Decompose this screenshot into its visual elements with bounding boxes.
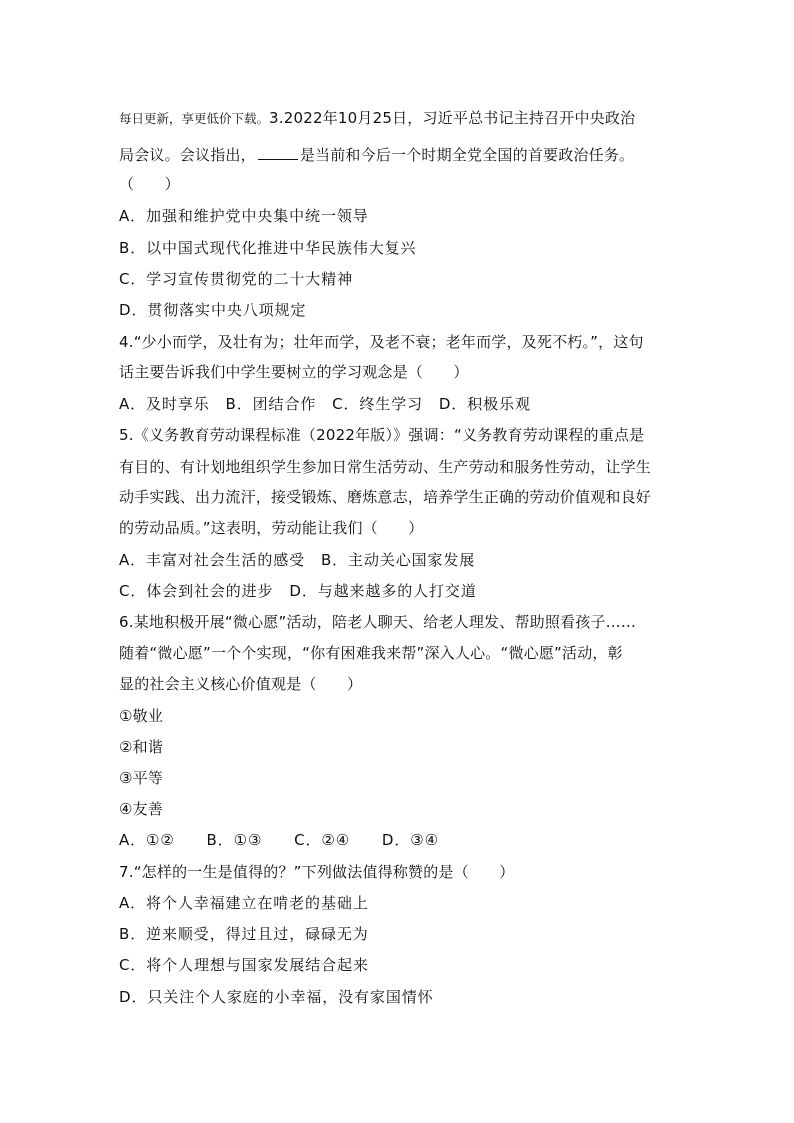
q3-stem-start: 3.2022年10月25日，习近平总书记主持召开中央政治 — [269, 109, 636, 127]
q4-line-2: 话主要告诉我们中学生要树立的学习观念是（ ） — [119, 363, 469, 381]
q5-line-3: 动手实践、出力流汗，接受锻炼、磨炼意志，培养学生正确的劳动价值观和良好 — [119, 488, 652, 506]
q5-line-4: 的劳动品质。”这表明，劳动能让我们（ ） — [119, 519, 424, 537]
q6-item-1: ①敬业 — [119, 707, 164, 725]
q7-option-b: B．逆来顺受，得过且过，碌碌无为 — [119, 925, 369, 943]
q6-options: A．①② B．①③ C．②④ D．③④ — [119, 831, 439, 849]
answer-blank — [258, 145, 298, 160]
q5-line-1: 5.《义务教育劳动课程标准（2022年版）》强调：“义务教育劳动课程的重点是 — [119, 426, 645, 444]
q3-paren: （ ） — [119, 175, 180, 193]
q6-line-2: 随着“微心愿”一个个实现，“你有困难我来帮”深入人心。“微心愿”活动，彰 — [119, 644, 623, 662]
q6-line-1: 6.某地积极开展“微心愿”活动，陪老人聊天、给老人理发、帮助照看孩子…… — [119, 613, 637, 631]
q3-line-1 — [119, 108, 679, 129]
q3-option-c: C．学习宣传贯彻党的二十大精神 — [119, 270, 353, 288]
q3-stem-part: 局会议。会议指出， — [119, 146, 256, 164]
download-notice: 每日更新，享更低价下载。 — [119, 111, 270, 126]
q7-option-d: D．只关注个人家庭的小幸福，没有家国情怀 — [119, 988, 434, 1006]
q6-line-3: 显的社会主义核心价值观是（ ） — [119, 675, 363, 693]
q4-options: A．及时享乐 B．团结合作 C．终生学习 D．积极乐观 — [119, 395, 531, 413]
q6-item-2: ②和谐 — [119, 738, 164, 756]
q7-option-c: C．将个人理想与国家发展结合起来 — [119, 956, 369, 974]
q6-item-4: ④友善 — [119, 800, 164, 818]
q7-line-1: 7.“怎样的一生是值得的？”下列做法值得称赞的是（ ） — [119, 863, 515, 881]
q5-line-2: 有目的、有计划地组织学生参加日常生活劳动、生产劳动和服务性劳动，让学生 — [119, 458, 652, 476]
q7-option-a: A．将个人幸福建立在啃老的基础上 — [119, 894, 369, 912]
q3-option-a: A．加强和维护党中央集中统一领导 — [119, 207, 369, 225]
q5-options-2: C．体会到社会的进步 D．与越来越多的人打交道 — [119, 582, 477, 600]
q6-item-3: ③平等 — [119, 769, 164, 787]
q5-options-1: A．丰富对社会生活的感受 B．主动关心国家发展 — [119, 551, 476, 569]
q3-option-d: D．贯彻落实中央八项规定 — [119, 301, 307, 319]
q3-line-2 — [119, 145, 679, 165]
q3-stem-part: 是当前和今后一个时期全党全国的首要政治任务。 — [299, 146, 635, 164]
q4-line-1: 4.“少小而学，及壮有为；壮年而学，及老不衰；老年而学，及死不朽。”，这句 — [119, 333, 644, 351]
q3-option-b: B．以中国式现代化推进中华民族伟大复兴 — [119, 239, 417, 257]
